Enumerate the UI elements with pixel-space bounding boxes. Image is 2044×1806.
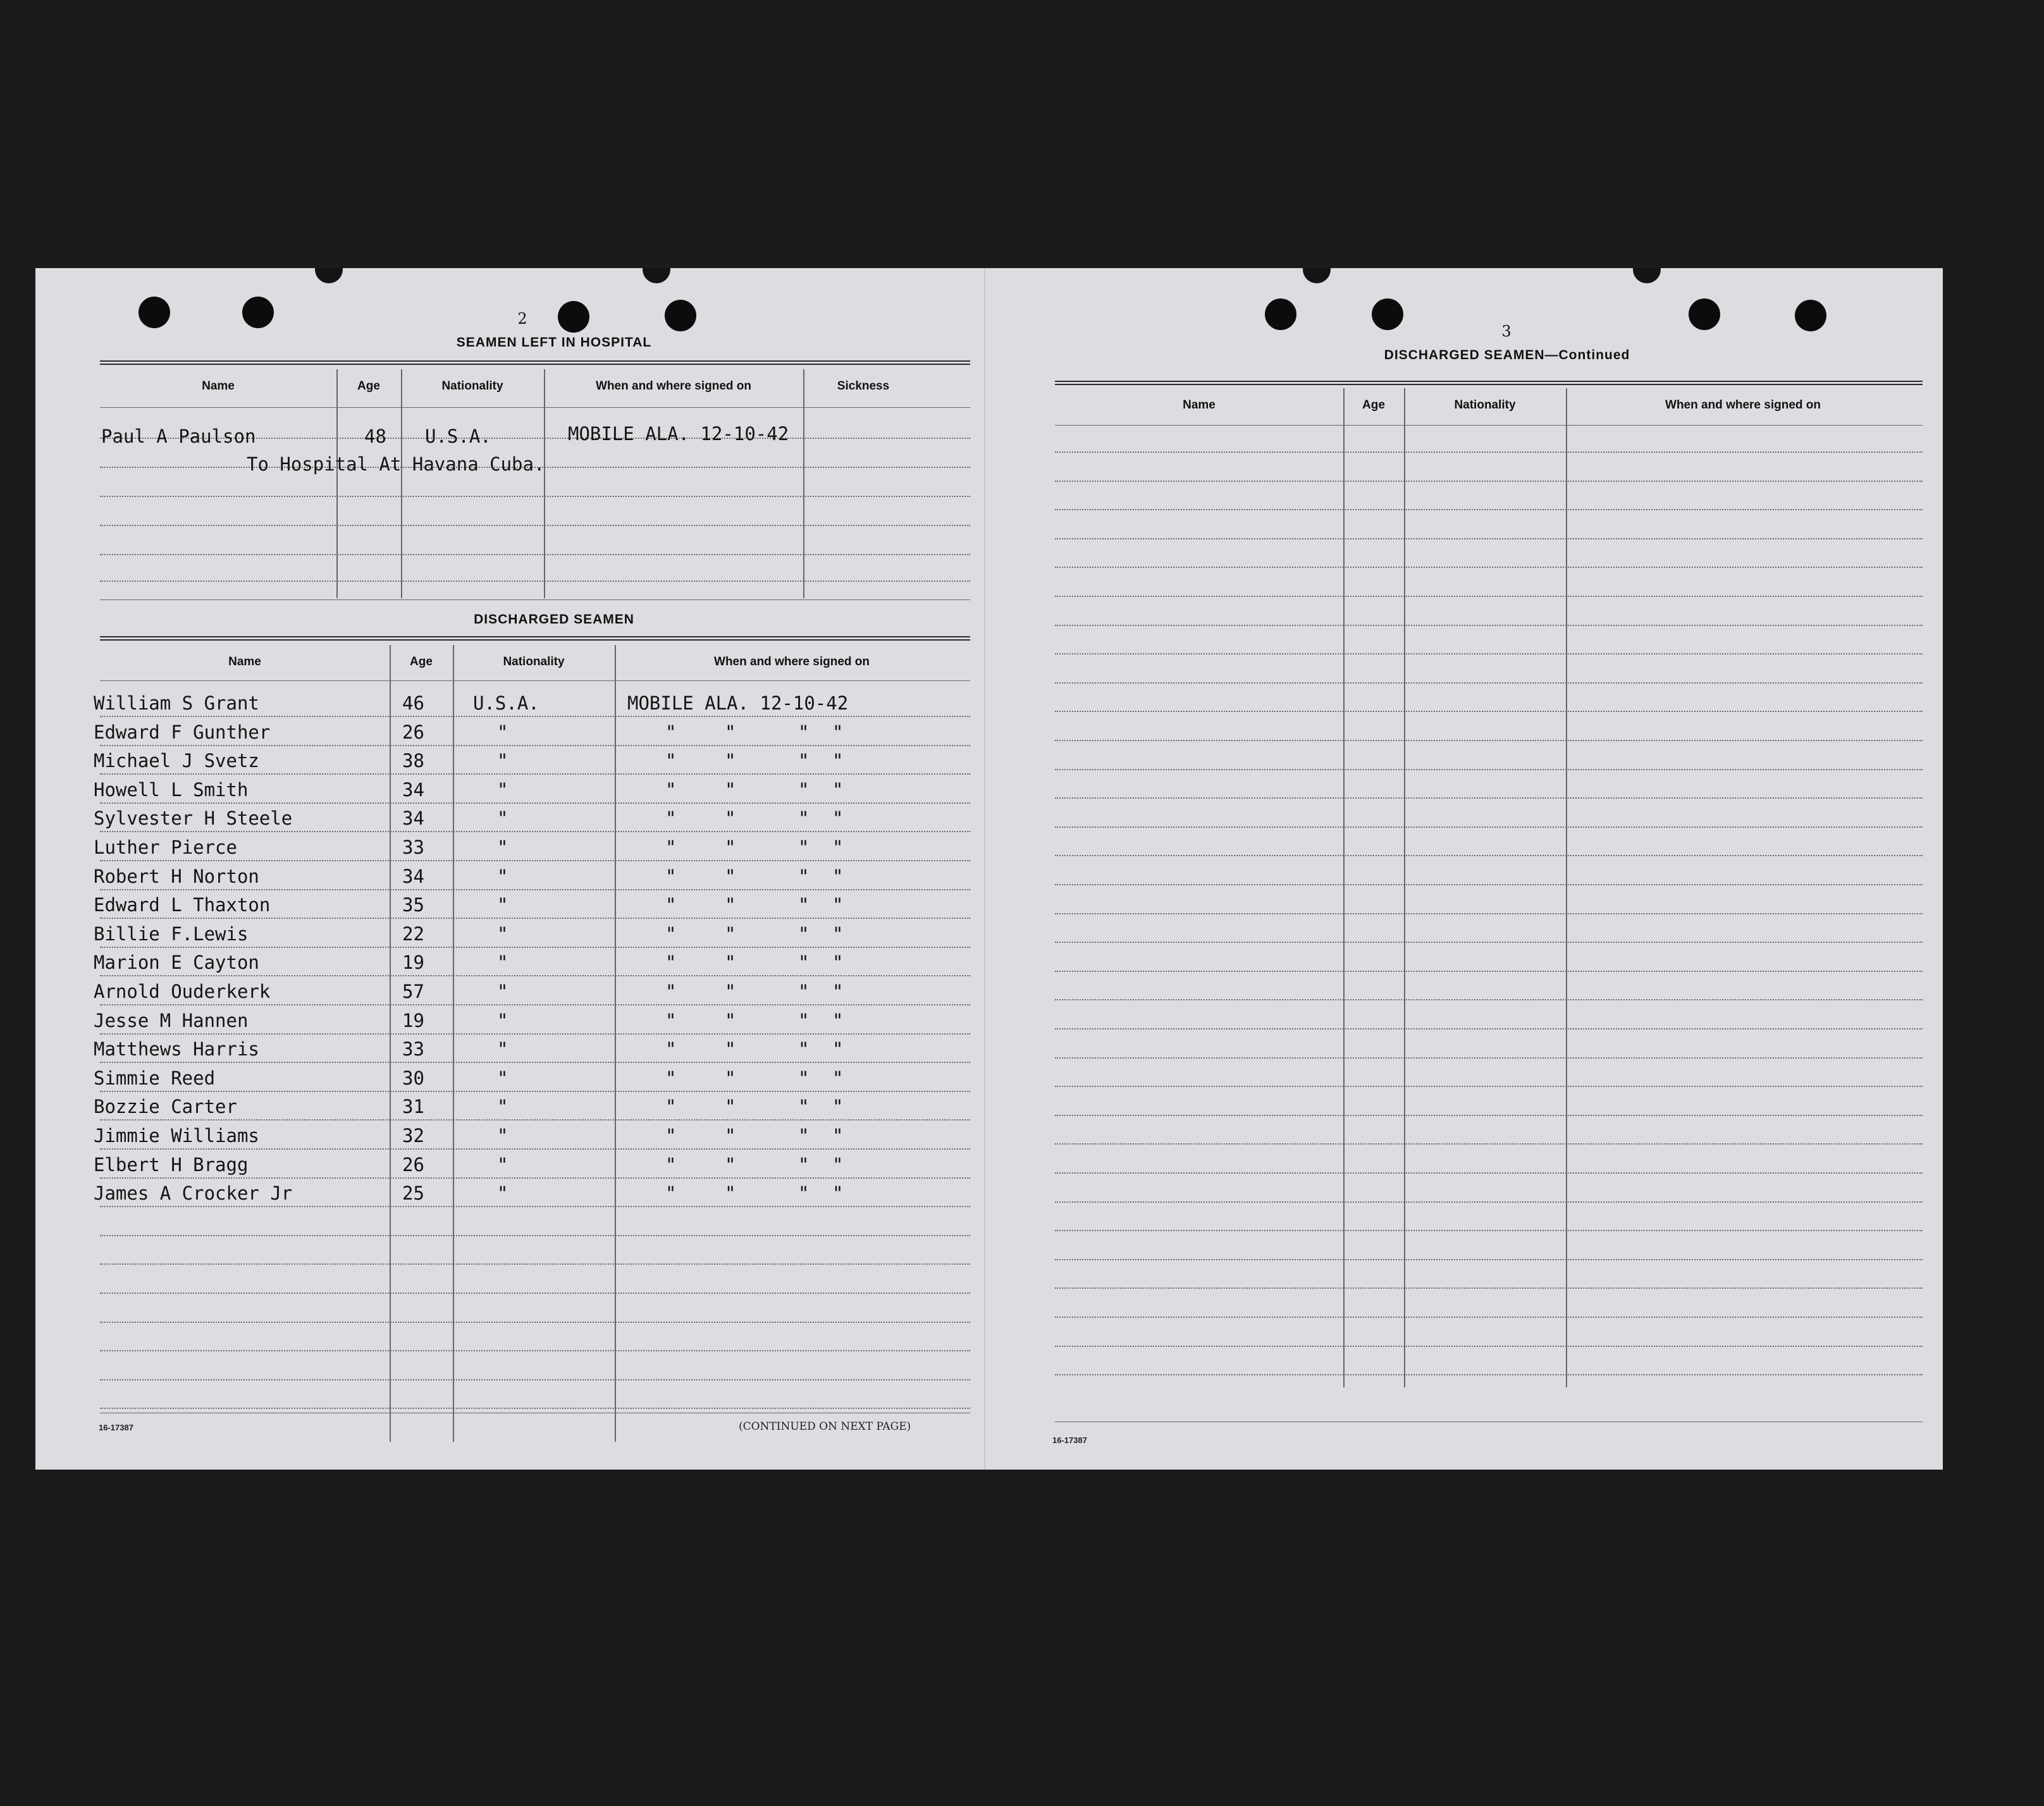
seaman-name: Marion E Cayton (94, 952, 259, 973)
row-rule (1055, 596, 1923, 597)
discharged-section-title: DISCHARGED SEAMEN (474, 612, 634, 627)
signed-on-ditto: " (832, 722, 844, 743)
signed-on-ditto: " (798, 837, 810, 858)
signed-on-ditto: " (725, 1096, 736, 1117)
seaman-nationality-ditto: " (497, 1125, 508, 1146)
signed-on-ditto: " (665, 1182, 677, 1204)
hospital-age: 48 (364, 426, 386, 447)
signed-on-ditto: " (798, 1154, 810, 1176)
signed-on-ditto: " (798, 1067, 810, 1089)
seaman-age: 35 (402, 894, 424, 916)
signed-on-ditto: " (798, 981, 810, 1002)
col-header-signed-on: When and where signed on (1665, 398, 1821, 412)
row-rule (100, 1004, 970, 1005)
row-rule (100, 918, 970, 919)
signed-on-ditto: " (725, 779, 736, 801)
row-rule (1055, 769, 1923, 770)
seaman-nationality: U.S.A. (473, 692, 539, 714)
signed-on-ditto: " (665, 1154, 677, 1176)
signed-on-ditto: " (832, 952, 844, 973)
col-divider (401, 369, 402, 598)
signed-on-ditto: " (832, 779, 844, 801)
signed-on-ditto: " (725, 981, 736, 1002)
page-number: 2 (517, 310, 527, 328)
row-rule (100, 1148, 970, 1150)
seaman-age: 34 (402, 808, 424, 829)
seaman-nationality-ditto: " (497, 1154, 508, 1176)
row-rule (100, 1119, 970, 1121)
row-rule (100, 947, 970, 948)
signed-on-ditto: " (798, 1038, 810, 1060)
seaman-nationality-ditto: " (497, 923, 508, 945)
signed-on-ditto: " (832, 1067, 844, 1089)
signed-on-ditto: " (725, 866, 736, 887)
row-rule (100, 802, 970, 804)
row-rule (100, 1091, 970, 1092)
signed-on-ditto: " (798, 952, 810, 973)
header-rule (100, 407, 970, 408)
row-rule (1055, 1115, 1923, 1116)
row-rule (1055, 711, 1923, 712)
row-rule (1055, 682, 1923, 684)
seaman-nationality-ditto: " (497, 722, 508, 743)
signed-on-ditto: " (798, 722, 810, 743)
signed-on-ditto: " (725, 722, 736, 743)
seaman-nationality-ditto: " (497, 1067, 508, 1089)
punch-hole (242, 297, 274, 328)
seaman-age: 34 (402, 779, 424, 801)
signed-on-ditto: " (665, 837, 677, 858)
punch-hole (1265, 298, 1296, 330)
row-rule (1055, 538, 1923, 539)
signed-on-ditto: " (725, 1067, 736, 1089)
row-rule (100, 1293, 970, 1294)
binder-notch (315, 268, 343, 283)
signed-on-ditto: " (798, 866, 810, 887)
row-rule (100, 831, 970, 832)
row-rule (1055, 509, 1923, 510)
punch-hole (139, 297, 170, 328)
hospital-signed-on: MOBILE ALA. 12-10-42 (568, 423, 789, 445)
row-rule (100, 1263, 970, 1265)
signed-on-ditto: " (798, 1125, 810, 1146)
row-rule (1055, 1143, 1923, 1145)
col-header-signed-on: When and where signed on (714, 655, 870, 668)
seaman-name: Edward F Gunther (94, 722, 271, 743)
signed-on-ditto: " (725, 1038, 736, 1060)
row-rule (1055, 1374, 1923, 1375)
signed-on-ditto: " (665, 1038, 677, 1060)
signed-on-ditto: " (725, 808, 736, 829)
row-rule (1055, 625, 1923, 626)
row-rule (1055, 653, 1923, 654)
col-header-name: Name (202, 379, 235, 393)
seaman-signed-on: MOBILE ALA. 12-10-42 (627, 692, 849, 714)
row-rule (1055, 884, 1923, 885)
seaman-nationality-ditto: " (497, 1010, 508, 1031)
hospital-note: To Hospital At Havana Cuba. (247, 453, 545, 475)
signed-on-ditto: " (832, 1038, 844, 1060)
left-page (35, 268, 984, 1470)
signed-on-ditto: " (665, 1067, 677, 1089)
signed-on-ditto: " (725, 1154, 736, 1176)
seaman-nationality-ditto: " (497, 808, 508, 829)
seaman-age: 26 (402, 1154, 424, 1176)
row-rule (1055, 1201, 1923, 1203)
col-header-sickness: Sickness (837, 379, 890, 393)
seaman-age: 25 (402, 1182, 424, 1204)
col-header-age: Age (1362, 398, 1385, 412)
signed-on-ditto: " (832, 1125, 844, 1146)
seaman-nationality-ditto: " (497, 1096, 508, 1117)
signed-on-ditto: " (665, 866, 677, 887)
row-rule (100, 889, 970, 890)
row-rule (1055, 481, 1923, 482)
seaman-nationality-ditto: " (497, 1038, 508, 1060)
signed-on-ditto: " (798, 808, 810, 829)
seaman-nationality-ditto: " (497, 952, 508, 973)
seaman-name: Luther Pierce (94, 837, 237, 858)
discharged-continued-title: DISCHARGED SEAMEN—Continued (1384, 348, 1630, 362)
row-rule (1055, 942, 1923, 943)
signed-on-ditto: " (665, 808, 677, 829)
seaman-name: Howell L Smith (94, 779, 249, 801)
row-rule (1055, 971, 1923, 972)
header-rule (100, 680, 970, 681)
seaman-name: Bozzie Carter (94, 1096, 237, 1117)
row-rule (1055, 797, 1923, 799)
punch-hole (1689, 298, 1720, 330)
seaman-name: Arnold Ouderkerk (94, 981, 271, 1002)
signed-on-ditto: " (665, 750, 677, 771)
signed-on-ditto: " (725, 952, 736, 973)
seaman-name: Edward L Thaxton (94, 894, 271, 916)
form-number: 16-17387 (99, 1423, 133, 1432)
signed-on-ditto: " (665, 952, 677, 973)
signed-on-ditto: " (832, 808, 844, 829)
row-rule (1055, 1057, 1923, 1059)
seaman-age: 31 (402, 1096, 424, 1117)
seaman-age: 34 (402, 866, 424, 887)
col-header-nationality: Nationality (1454, 398, 1516, 412)
seaman-name: Jesse M Hannen (94, 1010, 249, 1031)
row-rule (1055, 1317, 1923, 1318)
seaman-name: William S Grant (94, 692, 259, 714)
binder-notch (1633, 268, 1661, 283)
seaman-name: Simmie Reed (94, 1067, 216, 1089)
seaman-name: Michael J Svetz (94, 750, 259, 771)
seaman-name: James A Crocker Jr (94, 1182, 293, 1204)
row-rule (100, 1408, 970, 1409)
punch-hole (665, 300, 696, 331)
signed-on-ditto: " (832, 1010, 844, 1031)
signed-on-ditto: " (798, 923, 810, 945)
seaman-nationality-ditto: " (497, 1182, 508, 1204)
row-rule (1055, 740, 1923, 741)
row-rule (100, 1033, 970, 1035)
page-number: 3 (1501, 322, 1511, 340)
signed-on-ditto: " (798, 1096, 810, 1117)
row-rule (1055, 452, 1923, 453)
form-number: 16-17387 (1052, 1435, 1087, 1445)
binder-notch (643, 268, 670, 283)
seaman-nationality-ditto: " (497, 894, 508, 916)
signed-on-ditto: " (665, 1010, 677, 1031)
signed-on-ditto: " (832, 1154, 844, 1176)
seaman-age: 32 (402, 1125, 424, 1146)
signed-on-ditto: " (665, 722, 677, 743)
signed-on-ditto: " (665, 1096, 677, 1117)
binder-notch (1303, 268, 1331, 283)
row-rule (100, 580, 970, 582)
row-rule (1055, 913, 1923, 914)
header-rule (1055, 425, 1923, 426)
double-rule (100, 636, 970, 641)
row-rule (100, 554, 970, 555)
seaman-age: 38 (402, 750, 424, 771)
seaman-name: Jimmie Williams (94, 1125, 259, 1146)
signed-on-ditto: " (725, 837, 736, 858)
seaman-age: 19 (402, 952, 424, 973)
right-page (984, 268, 1944, 1470)
row-rule (100, 773, 970, 775)
punch-hole (558, 301, 589, 333)
signed-on-ditto: " (665, 981, 677, 1002)
seaman-name: Robert H Norton (94, 866, 259, 887)
signed-on-ditto: " (665, 1125, 677, 1146)
signed-on-ditto: " (832, 923, 844, 945)
seaman-age: 30 (402, 1067, 424, 1089)
row-rule (100, 745, 970, 746)
signed-on-ditto: " (832, 1182, 844, 1204)
signed-on-ditto: " (665, 779, 677, 801)
row-rule (100, 525, 970, 526)
seaman-nationality-ditto: " (497, 779, 508, 801)
col-header-nationality: Nationality (441, 379, 503, 393)
row-rule (1055, 999, 1923, 1000)
col-header-name: Name (1183, 398, 1216, 412)
col-header-signed-on: When and where signed on (596, 379, 751, 393)
seaman-name: Elbert H Bragg (94, 1154, 249, 1176)
row-rule (100, 1177, 970, 1179)
signed-on-ditto: " (832, 750, 844, 771)
seaman-nationality-ditto: " (497, 837, 508, 858)
col-divider (336, 369, 338, 598)
signed-on-ditto: " (832, 837, 844, 858)
signed-on-ditto: " (798, 750, 810, 771)
row-rule (100, 1350, 970, 1351)
double-rule (1055, 381, 1923, 385)
double-rule (100, 360, 970, 365)
row-rule (100, 1062, 970, 1063)
section-rule (100, 599, 970, 600)
signed-on-ditto: " (725, 1125, 736, 1146)
signed-on-ditto: " (798, 1010, 810, 1031)
seaman-nationality-ditto: " (497, 866, 508, 887)
signed-on-ditto: " (665, 923, 677, 945)
row-rule (1055, 826, 1923, 828)
signed-on-ditto: " (798, 779, 810, 801)
row-rule (1055, 1086, 1923, 1087)
seaman-age: 22 (402, 923, 424, 945)
col-header-age: Age (357, 379, 380, 393)
row-rule (1055, 1287, 1923, 1289)
continued-note: (CONTINUED ON NEXT PAGE) (739, 1420, 911, 1433)
row-rule (1055, 1230, 1923, 1231)
signed-on-ditto: " (665, 894, 677, 916)
signed-on-ditto: " (725, 1010, 736, 1031)
signed-on-ditto: " (832, 866, 844, 887)
seaman-nationality-ditto: " (497, 981, 508, 1002)
col-header-nationality: Nationality (503, 655, 565, 668)
row-rule (1055, 1259, 1923, 1260)
seaman-age: 33 (402, 1038, 424, 1060)
row-rule (100, 1206, 970, 1207)
seaman-name: Sylvester H Steele (94, 808, 293, 829)
punch-hole (1795, 300, 1826, 331)
row-rule (1055, 855, 1923, 856)
punch-hole (1372, 298, 1403, 330)
col-divider (803, 369, 804, 598)
signed-on-ditto: " (832, 981, 844, 1002)
row-rule (100, 975, 970, 976)
signed-on-ditto: " (725, 923, 736, 945)
row-rule (1055, 567, 1923, 568)
seaman-age: 57 (402, 981, 424, 1002)
row-rule (100, 1235, 970, 1236)
row-rule (100, 716, 970, 717)
col-divider (544, 369, 545, 598)
signed-on-ditto: " (725, 1182, 736, 1204)
row-rule (1055, 1028, 1923, 1029)
row-rule (1055, 1172, 1923, 1174)
seaman-age: 33 (402, 837, 424, 858)
seaman-age: 26 (402, 722, 424, 743)
seaman-age: 19 (402, 1010, 424, 1031)
signed-on-ditto: " (725, 750, 736, 771)
seaman-name: Matthews Harris (94, 1038, 259, 1060)
row-rule (100, 860, 970, 861)
document-sheet (35, 268, 1943, 1470)
hospital-nationality: U.S.A. (425, 426, 491, 447)
seaman-name: Billie F.Lewis (94, 923, 249, 945)
row-rule (100, 1379, 970, 1380)
row-rule (100, 496, 970, 497)
seaman-age: 46 (402, 692, 424, 714)
seaman-nationality-ditto: " (497, 750, 508, 771)
hospital-name: Paul A Paulson (101, 426, 256, 447)
signed-on-ditto: " (832, 894, 844, 916)
hospital-section-title: SEAMEN LEFT IN HOSPITAL (456, 335, 652, 350)
signed-on-ditto: " (798, 894, 810, 916)
row-rule (100, 1322, 970, 1323)
col-header-age: Age (410, 655, 433, 668)
col-header-name: Name (228, 655, 261, 668)
signed-on-ditto: " (798, 1182, 810, 1204)
signed-on-ditto: " (725, 894, 736, 916)
row-rule (1055, 1346, 1923, 1347)
signed-on-ditto: " (832, 1096, 844, 1117)
